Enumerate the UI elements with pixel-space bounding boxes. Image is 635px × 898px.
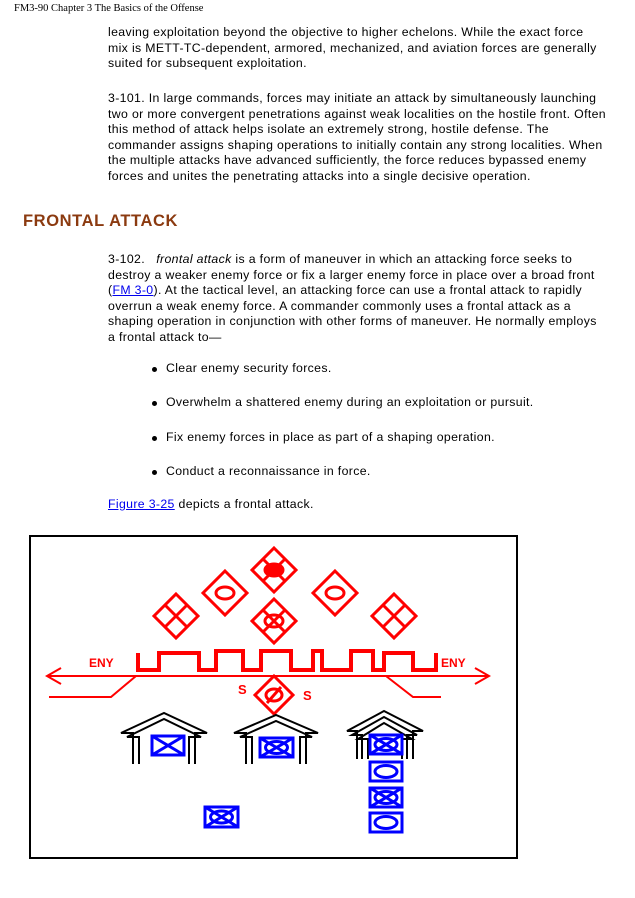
security-label-right: S [303, 688, 312, 703]
friendly-unit-infantry [152, 736, 184, 755]
friendly-unit-armor [370, 762, 402, 781]
friendly-unit-reserve [205, 807, 238, 827]
list-item: Fix enemy forces in place as part of a shaping operation. [152, 430, 481, 446]
defined-term: frontal attack [156, 252, 232, 266]
friendly-unit-mech [370, 788, 402, 807]
bullet-icon [152, 367, 157, 372]
paragraph-text-1: is a form of maneuver in which an attacking force seeks to destroy a weaker enemy force or fix a larger enemy force in place over a broad front ( [108, 252, 595, 298]
running-head: FM3-90 Chapter 3 The Basics of the Offense [14, 3, 204, 14]
bullet-icon [152, 470, 157, 475]
list-item: Overwhelm a shattered enemy during an exploitation or pursuit. [152, 395, 520, 411]
list-item: Conduct a reconnaissance in force. [152, 464, 357, 480]
enemy-diamond-oval [203, 571, 247, 615]
enemy-diamond-cross [372, 594, 416, 638]
friendly-unit-mech [260, 738, 293, 757]
paragraph-3-101: 3-101. In large commands, forces may initiate an attack by simultaneously launching two or more convergent penetrations against weak localities on the hostile front. Often this method of attack helps isolate an extremely strong, hostile defense. The commander assigns shaping operations to initially contain any strong localities. When the multiple attacks have advanced sufficiently, the force reduces bypassed enemy forces and unites the penetrating attacks into a single decisive operation. [108, 91, 606, 183]
enemy-units [154, 548, 416, 714]
figure-reference [108, 497, 606, 513]
figure-3-25-link[interactable]: Figure 3-25 [108, 497, 175, 511]
figure-reference-text: depicts a frontal attack. [178, 497, 314, 511]
security-label-left: S [238, 682, 247, 697]
friendly-unit-mech [370, 735, 402, 754]
bullet-icon [152, 436, 157, 441]
enemy-diamond-cross [154, 594, 198, 638]
friendly-unit-armor [370, 813, 402, 832]
enemy-diamond-cross [252, 599, 296, 643]
paragraph-3-102 [108, 252, 606, 346]
enemy-diamond-oval [313, 571, 357, 615]
eny-label-left: ENY [89, 656, 114, 670]
frontal-attack-diagram [31, 537, 516, 857]
list-item: Clear enemy security forces. [152, 361, 318, 377]
bullet-icon [152, 401, 157, 406]
section-heading: FRONTAL ATTACK [23, 212, 179, 230]
paragraph-continuation: leaving exploitation beyond the objective to higher echelons. While the exact force mix is METT-TC-dependent, armored, mechanized, and aviation forces are generally suited for subsequent exploitation. [108, 25, 597, 71]
enemy-front-line [138, 651, 436, 670]
enemy-diamond-cross [252, 548, 296, 592]
paragraph-text-2: ). At the tactical level, an attacking force can use a frontal attack to rapidly overrun a weak enemy force. A commander commonly uses a frontal attack as a shaping operation in conjunction with other forms of maneuver. He normally employs a frontal attack to— [108, 283, 597, 344]
fm-3-0-link[interactable]: FM 3-0 [112, 283, 154, 298]
paragraph-number: 3-102. [108, 252, 145, 266]
frontal-attack-figure [29, 535, 518, 859]
eny-label-right: ENY [441, 656, 466, 670]
enemy-security-diamond [255, 676, 293, 714]
